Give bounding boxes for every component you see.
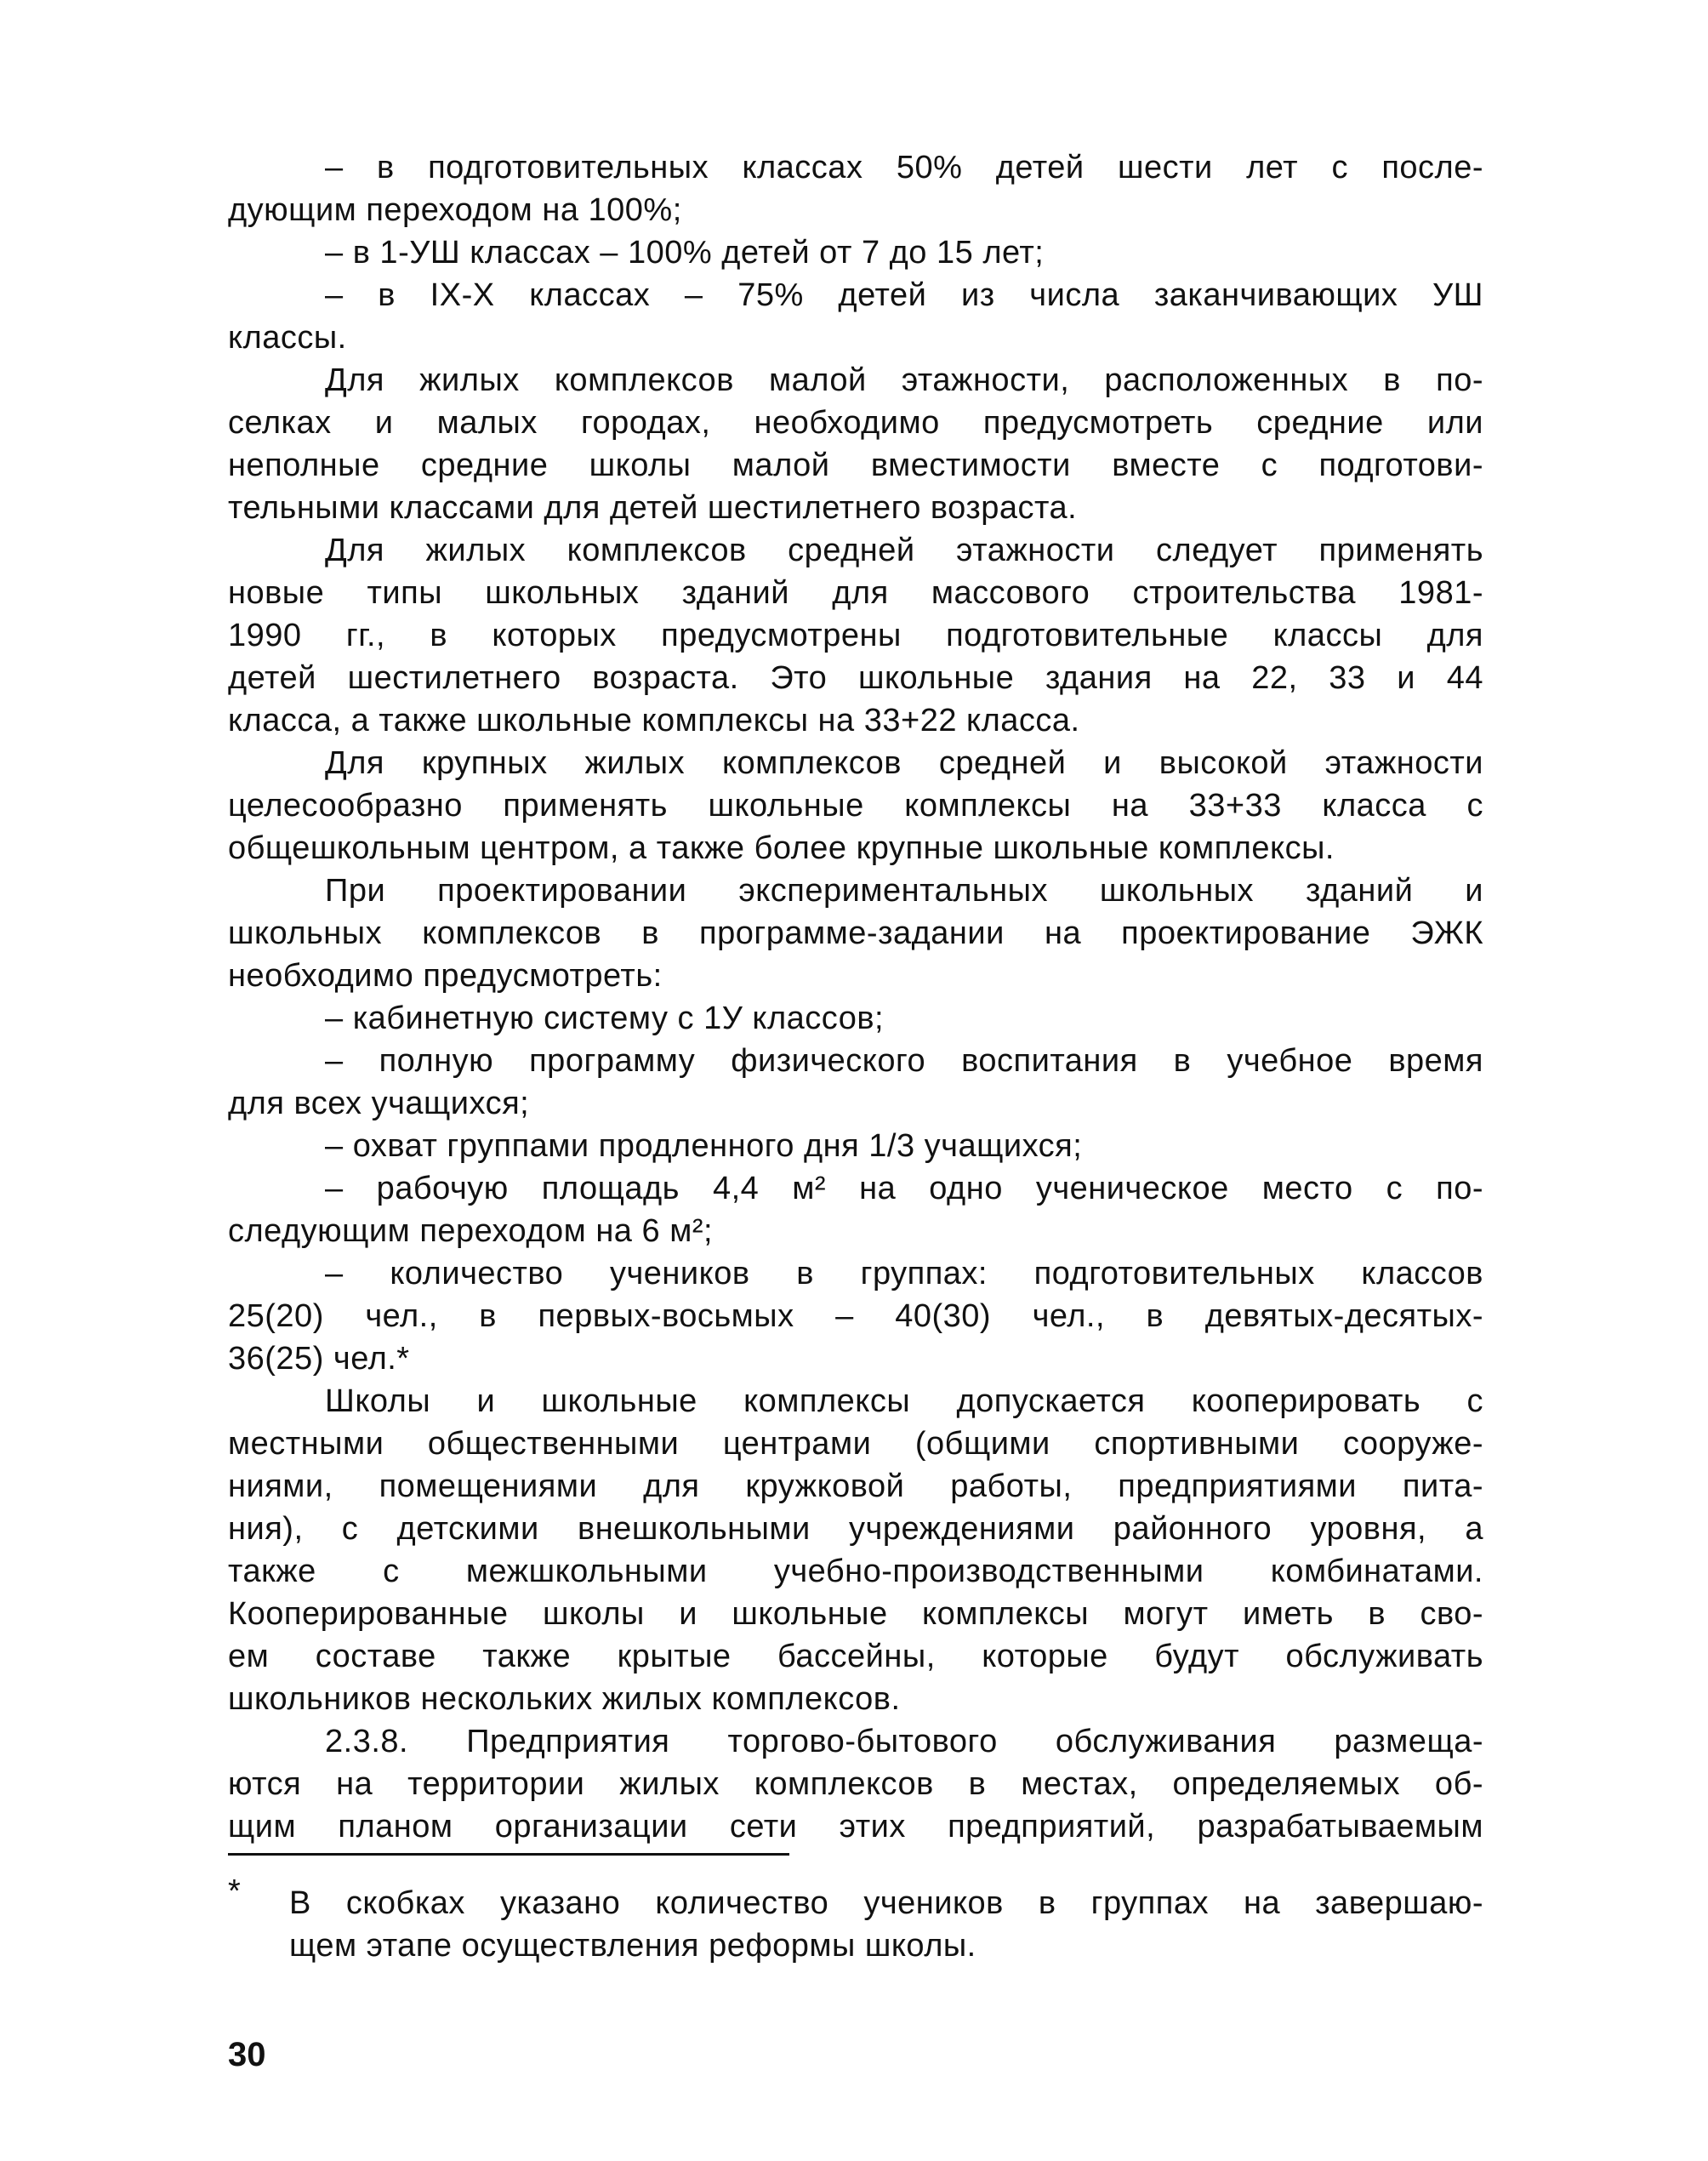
text-line: школьных комплексов в программе-задании на проектирование ЭЖК: [228, 915, 1483, 951]
text-line: селках и малых городах, необходимо предусмотреть средние или: [228, 405, 1483, 441]
text-line: ниями, помещениями для кружковой работы, предприятиями пита-: [228, 1468, 1483, 1504]
text-line: целесообразно применять школьные комплексы на 33+33 класса с: [228, 788, 1483, 824]
text-line: 36(25) чел.*: [228, 1341, 410, 1377]
text-line: ются на территории жилых комплексов в местах, определяемых об-: [228, 1766, 1483, 1802]
page-number: 30: [228, 2036, 266, 2073]
text-line: также с межшкольными учебно-производственными комбинатами.: [228, 1554, 1483, 1589]
text-line: – в IX-X классах – 75% детей из числа заканчивающих УШ: [325, 277, 1483, 313]
text-line: – кабинетную систему с 1У классов;: [325, 1001, 885, 1036]
text-line: школьников нескольких жилых комплексов.: [228, 1681, 901, 1717]
text-line: Школы и школьные комплексы допускается кооперировать с: [325, 1383, 1483, 1419]
text-line: новые типы школьных зданий для массового строительства 1981-: [228, 575, 1483, 611]
footnote-marker: *: [228, 1873, 241, 1909]
text-line: общешкольным центром, а также более крупные школьные комплексы.: [228, 830, 1335, 866]
text-line: классы.: [228, 320, 347, 356]
text-line: – в 1-УШ классах – 100% детей от 7 до 15 лет;: [325, 235, 1045, 271]
document-body: [228, 146, 1483, 1848]
footnote-line: В скобках указано количество учеников в группах на завершаю-: [289, 1885, 1483, 1921]
footnote-text: [289, 1882, 1483, 1967]
text-line: Для жилых комплексов малой этажности, расположенных в по-: [325, 362, 1483, 398]
footnote-line: щем этапе осуществления реформы школы.: [289, 1928, 976, 1964]
text-line: 25(20) чел., в первых-восьмых – 40(30) чел., в девятых-десятых-: [228, 1298, 1483, 1334]
text-line: ния), с детскими внешкольными учреждениями районного уровня, а: [228, 1511, 1483, 1547]
text-line: дующим переходом на 100%;: [228, 192, 682, 228]
text-line: Кооперированные школы и школьные комплексы могут иметь в сво-: [228, 1596, 1483, 1632]
text-line: щим планом организации сети этих предприятий, разрабатываемым: [228, 1809, 1483, 1845]
text-line: – охват группами продленного дня 1/3 учащихся;: [325, 1128, 1083, 1164]
text-line: детей шестилетнего возраста. Это школьные здания на 22, 33 и 44: [228, 660, 1483, 696]
text-line: При проектировании экспериментальных школьных зданий и: [325, 873, 1483, 909]
text-line: ем составе также крытые бассейны, которые будут обслуживать: [228, 1639, 1483, 1674]
text-line: необходимо предусмотреть:: [228, 958, 663, 994]
text-line: следующим переходом на 6 м²;: [228, 1213, 714, 1249]
text-line: тельными классами для детей шестилетнего возраста.: [228, 490, 1078, 526]
text-line: класса, а также школьные комплексы на 33+22 класса.: [228, 703, 1080, 738]
text-line: Для крупных жилых комплексов средней и высокой этажности: [325, 745, 1483, 781]
text-line: Для жилых комплексов средней этажности следует применять: [325, 533, 1483, 568]
text-line: – количество учеников в группах: подготовительных классов: [325, 1256, 1483, 1291]
text-line: – полную программу физического воспитания в учебное время: [325, 1043, 1483, 1079]
text-line: местными общественными центрами (общими спортивными сооруже-: [228, 1426, 1483, 1462]
text-line: 1990 гг., в которых предусмотрены подготовительные классы для: [228, 618, 1483, 653]
text-line: – рабочую площадь 4,4 м² на одно ученическое место с по-: [325, 1171, 1483, 1206]
text-line: для всех учащихся;: [228, 1086, 530, 1121]
text-line: 2.3.8. Предприятия торгово-бытового обслуживания размеща-: [325, 1724, 1483, 1759]
footnote-separator: [228, 1853, 789, 1856]
text-line: неполные средние школы малой вместимости вместе с подготови-: [228, 448, 1483, 483]
text-line: – в подготовительных классах 50% детей шести лет с после-: [325, 150, 1483, 185]
